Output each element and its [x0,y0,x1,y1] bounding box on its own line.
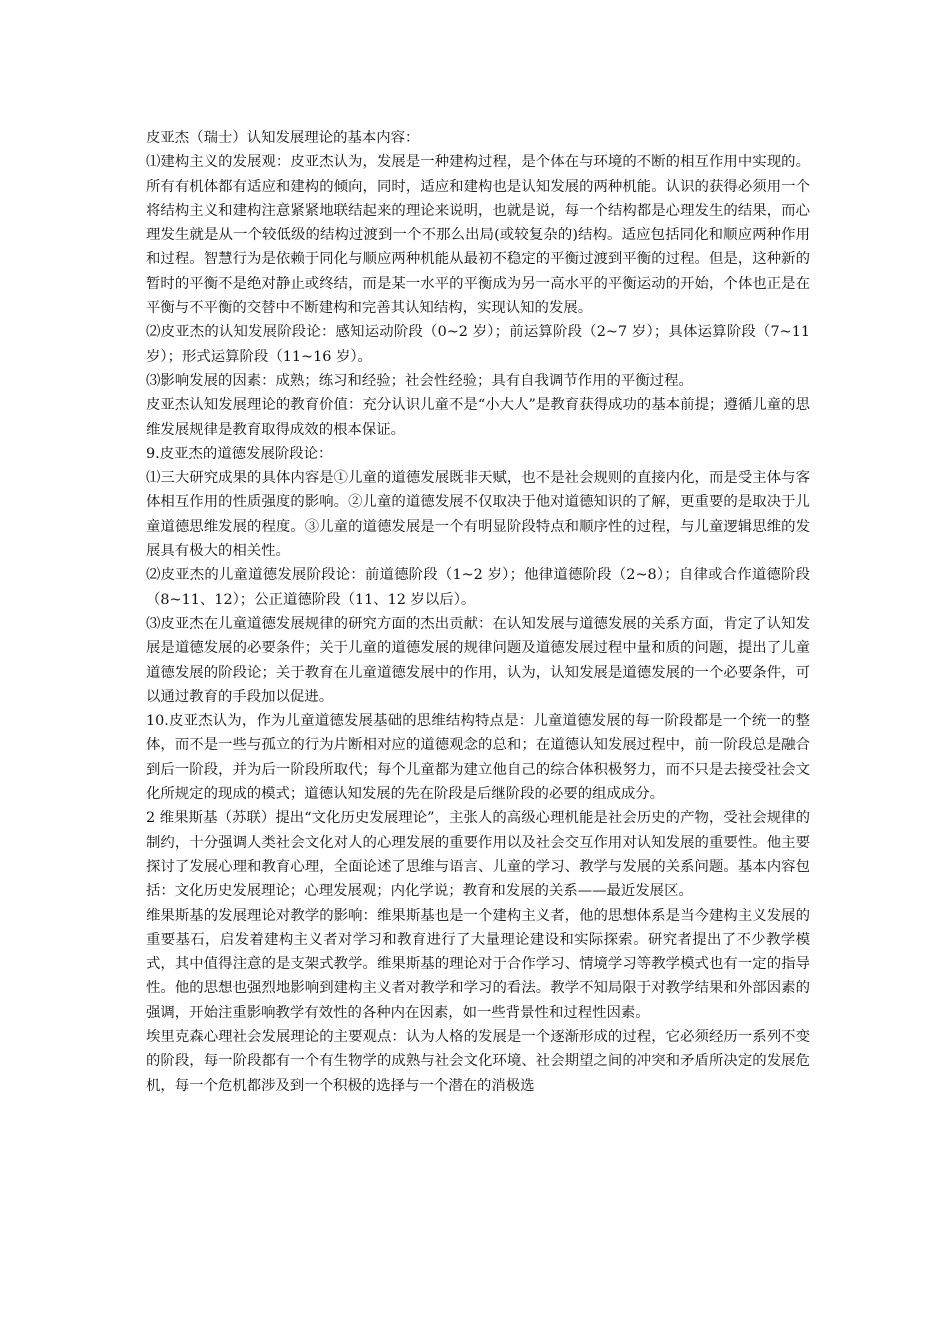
paragraph-moral-stages: ⑵皮亚杰的儿童道德发展阶段论：前道德阶段（1~2 岁）；他律道德阶段（2~8）；自律或合作道德阶段（8~11、12）；公正道德阶段（11、12 岁以后）。 [146,567,810,608]
paragraph-constructivism: ⑴建构主义的发展观：皮亚杰认为，发展是一种建构过程，是个体在与环境的不断的相互作用中实现的。所有有机体都有适应和建构的倾向，同时，适应和建构也是认知发展的两种机能。认识的获得必须用一个将结构主义和建构注意紧紧地联结起来的理论来说明，也就是说，每一个结构都是心理发生的结果，而心理发生就是从一个较低级的结构过渡到一个不那么出局(或较复杂的)结构。适应包括同化和顺应两种作用和过程。智慧行为是依赖于同化与顺应两种机能从最初不稳定的平衡过渡到平衡的过程。但是，这种新的暂时的平衡不是绝对静止或终结，而是某一水平的平衡成为另一高水平的平衡运动的开始，个体也正是在平衡与不平衡的交替中不断建构和完善其认知结构，实现认知的发展。 [146,154,810,317]
paragraph-moral-stages-heading: 9.皮亚杰的道德发展阶段论： [146,445,333,462]
paragraph-contributions: ⑶皮亚杰在儿童道德发展规律的研究方面的杰出贡献：在认知发展与道德发展的关系方面，肯定了认知发展是道德发展的必要条件；关于儿童的道德发展的规律问题及道德发展过程中量和质的问题，提出了儿童道德发展的阶段论；关于教育在儿童道德发展中的作用，认为，认知发展是道德发展的一个必要条件，可以通过教育的手段加以促进。 [146,615,810,705]
paragraph-cognitive-stages: ⑵皮亚杰的认知发展阶段论：感知运动阶段（0~2 岁）；前运算阶段（2~7 岁）；具体运算阶段（7~11 岁）；形式运算阶段（11~16 岁）。 [146,324,810,365]
paragraph-erikson: 埃里克森心理社会发展理论的主要观点：认为人格的发展是一个逐渐形成的过程，它必须经历一系列不变的阶段，每一阶段都有一个有生物学的成熟与社会文化环境、社会期望之间的冲突和矛盾所决定的发展危机，每一个危机都涉及到一个积极的选择与一个潜在的消极选 [146,1028,810,1094]
paragraph-thinking-structure: 10.皮亚杰认为，作为儿童道德发展基础的思维结构特点是：儿童道德发展的每一阶段都是一个统一的整体，而不是一些与孤立的行为片断相对应的道德观念的总和；在道德认知发展过程中，前一阶段总是融合到后一阶段，并为后一阶段所取代；每个儿童都为建立他自己的综合体积极努力，而不只是去接受社会文化所规定的现成的模式；道德认知发展的先在阶段是后继阶段的必要的组成成分。 [146,713,810,803]
paragraph-development-factors: ⑶影响发展的因素：成熟；练习和经验；社会性经验；具有自我调节作用的平衡过程。 [146,372,693,389]
document-body [146,126,810,1098]
paragraph-vygotsky-teaching: 维果斯基的发展理论对教学的影响：维果斯基也是一个建构主义者，他的思想体系是当今建构主义发展的重要基石，启发着建构主义者对学习和教育进行了大量理论建设和实际探索。研究者提出了不少教学模式，其中值得注意的是支架式教学。维果斯基的理论对于合作学习、情境学习等教学模式也有一定的指导性。他的思想也强烈地影响到建构主义者对教学和学习的看法。教学不知局限于对教学结果和外部因素的强调，开始注重影响教学有效性的各种内在因素，如一些背景性和过程性因素。 [146,907,810,1021]
paragraph-piaget-heading: 皮亚杰（瑞士）认知发展理论的基本内容： [146,130,420,146]
paragraph-educational-value: 皮亚杰认知发展理论的教育价值：充分认识儿童不是“小大人”是教育获得成功的基本前提；遵循儿童的思维发展规律是教育取得成效的根本保证。 [146,397,810,438]
paragraph-research-results: ⑴三大研究成果的具体内容是①儿童的道德发展既非天赋，也不是社会规则的直接内化，而是受主体与客体相互作用的性质强度的影响。②儿童的道德发展不仅取决于他对道德知识的了解，更重要的是取决于儿童道德思维发展的程度。③儿童的道德发展是一个有明显阶段特点和顺序性的过程，与儿童逻辑思维的发展具有极大的相关性。 [146,470,810,560]
paragraph-vygotsky: 2 维果斯基（苏联）提出“文化历史发展理论”，主张人的高级心理机能是社会历史的产物，受社会规律的制约，十分强调人类社会文化对人的心理发展的重要作用以及社会交互作用对认知发展的重要性。他主要探讨了发展心理和教育心理，全面论述了思维与语言、儿童的学习、教学与发展的关系问题。基本内容包括：文化历史发展理论；心理发展观；内化学说；教育和发展的关系——最近发展区。 [146,810,810,900]
